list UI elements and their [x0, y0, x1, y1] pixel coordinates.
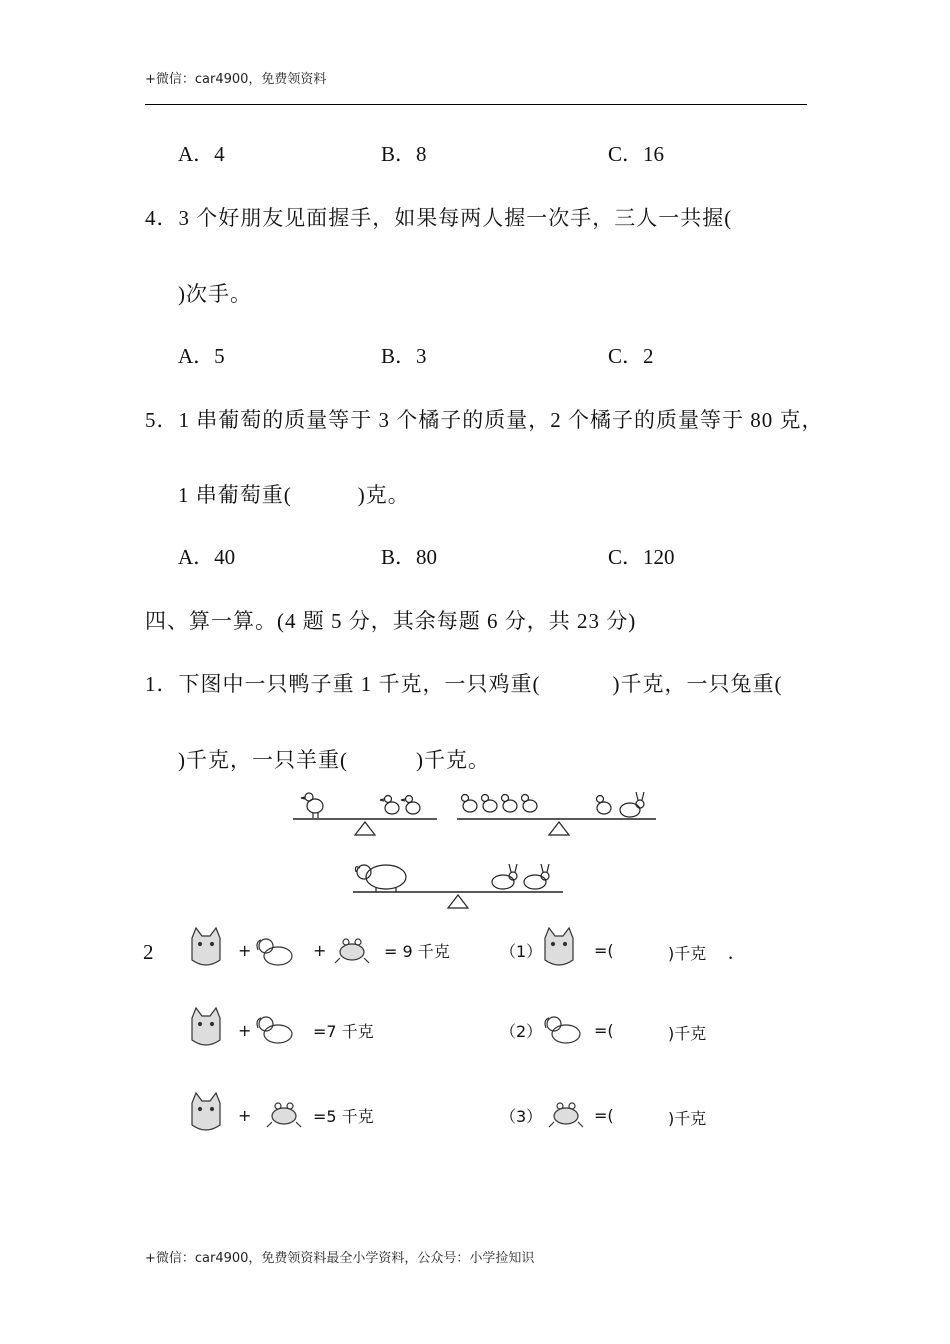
eq3-result: =5 千克 [313, 1107, 374, 1126]
cat-icon [545, 928, 573, 965]
chicken-icon [522, 795, 538, 813]
sub1-answer-open: =( [594, 941, 614, 960]
cat-icon [192, 1093, 220, 1130]
s4-q1-line2-start: )千克，一只羊重( [178, 748, 348, 772]
plus-sign: + [238, 1106, 252, 1125]
seesaw-3-pivot [448, 895, 468, 908]
q4-text-line1: 4．3 个好朋友见面握手，如果每两人握一次手，三人一共握( [145, 206, 733, 230]
frog-icon [335, 939, 369, 963]
sub3-label: （3） [500, 1107, 543, 1126]
sub2-answer-open: =( [594, 1021, 614, 1040]
frog-icon [267, 1103, 301, 1127]
q3-option-a: A．4 [178, 142, 225, 166]
sub2-label: （2） [500, 1022, 543, 1041]
footer-watermark: +微信：car4900，免费领资料最全小学资料，公众号：小学捡知识 [145, 1251, 535, 1266]
q5-text-line1: 5．1 串葡萄的质量等于 3 个橘子的质量，2 个橘子的质量等于 80 克， [145, 408, 824, 432]
chicken-icon [301, 793, 323, 818]
duck-icon [401, 796, 420, 815]
frog-icon [549, 1103, 583, 1127]
seesaw-2-pivot [549, 822, 569, 835]
q3-option-b: B．8 [381, 142, 427, 166]
dog-icon [545, 1017, 580, 1043]
rabbit-icon [620, 792, 644, 817]
chicken-icon [502, 795, 518, 813]
q5-line2-start: 1 串葡萄重( [178, 483, 292, 507]
chicken-icon [482, 795, 498, 813]
section4-heading: 四、算一算。(4 题 5 分，其余每题 6 分，共 23 分) [145, 609, 637, 633]
plus-sign: + [238, 941, 252, 960]
rabbit-icon [492, 864, 517, 889]
duck-icon [597, 796, 612, 815]
s4-q2-number: 2 [143, 940, 155, 964]
seesaw-1-pivot [355, 822, 375, 835]
sub3-answer-open: =( [594, 1106, 614, 1125]
duck-icon [380, 796, 399, 815]
dog-icon [257, 1017, 292, 1043]
q4-option-a: A．5 [178, 344, 225, 368]
chicken-icon [462, 795, 478, 813]
cat-icon [192, 928, 220, 965]
s4-q1-line2-end: )千克。 [416, 748, 490, 772]
sub1-label: （1） [500, 942, 543, 961]
q5-option-a: A．40 [178, 545, 236, 569]
sub1-answer-close: )千克 [668, 944, 707, 963]
q4-option-c: C．2 [608, 344, 654, 368]
q4-option-b: B．3 [381, 344, 427, 368]
s4-q1-line1-start: 1．下图中一只鸭子重 1 千克，一只鸡重( [145, 672, 541, 696]
s4-q1-line1-end: )千克，一只兔重( [612, 672, 783, 696]
dog-icon [257, 939, 292, 965]
q5-option-b: B．80 [381, 545, 438, 569]
cat-icon [192, 1008, 220, 1045]
sheep-icon [356, 865, 407, 892]
q5-option-c: C．120 [608, 545, 675, 569]
q4-text-line2: )次手。 [178, 282, 252, 306]
plus-sign: + [313, 941, 327, 960]
header-watermark: +微信：car4900，免费领资料 [145, 72, 327, 87]
eq1-result: = 9 千克 [384, 942, 450, 961]
sub3-answer-close: )千克 [668, 1109, 707, 1128]
rabbit-icon [524, 864, 549, 889]
eq2-result: =7 千克 [313, 1022, 374, 1041]
plus-sign: + [238, 1021, 252, 1040]
q5-line2-end: )克。 [357, 483, 410, 507]
sub2-answer-close: )千克 [668, 1024, 707, 1043]
q3-option-c: C．16 [608, 142, 665, 166]
trailing-dot: . [728, 940, 735, 964]
